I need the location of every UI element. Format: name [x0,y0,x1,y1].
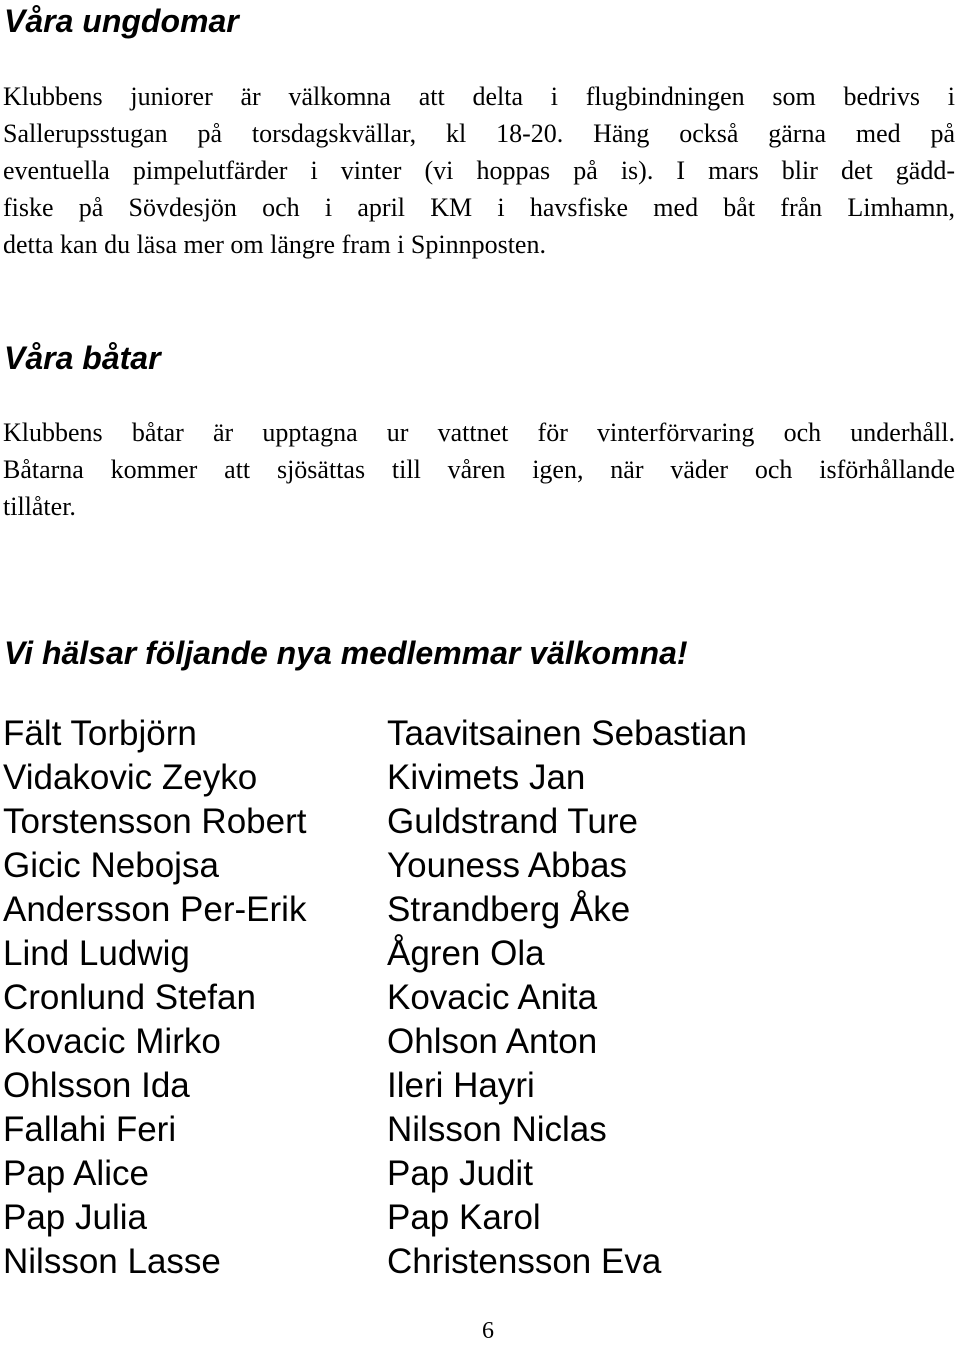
member-name: Gicic Nebojsa [3,846,219,885]
section-heading-new-members: Vi hälsar följande nya medlemmar välkomna! [4,635,688,671]
member-name: Taavitsainen Sebastian [387,714,747,753]
member-name: Ågren Ola [387,934,545,973]
paragraph-line: detta kan du läsa mer om längre fram i Spinnposten. [3,230,546,259]
paragraph-line: Sallerupsstugan på torsdagskvällar, kl 18-20. Häng också gärna med på [3,119,955,148]
member-name: Guldstrand Ture [387,802,638,841]
member-name: Strandberg Åke [387,890,631,929]
member-name: Vidakovic Zeyko [3,758,258,797]
section-heading-boats: Våra båtar [4,340,161,376]
member-name: Pap Judit [387,1154,533,1193]
member-name: Fält Torbjörn [3,714,197,753]
member-name: Ohlson Anton [387,1022,598,1061]
member-name: Kovacic Anita [387,978,598,1017]
boats-paragraph [3,414,955,525]
member-name: Torstensson Robert [3,802,307,841]
paragraph-line: Klubbens juniorer är välkomna att delta i flugbindningen som bedrivs i [3,82,955,111]
page-number: 6 [482,1318,494,1344]
member-name: Youness Abbas [387,846,628,885]
member-name: Ileri Hayri [387,1066,535,1105]
member-name: Andersson Per-Erik [3,890,307,929]
member-name: Ohlsson Ida [3,1066,190,1105]
member-list-right [387,712,747,1284]
member-name: Pap Karol [387,1198,541,1237]
paragraph-line: Båtarna kommer att sjösättas till våren igen, när väder och isförhållande [3,455,955,484]
paragraph-line: tillåter. [3,492,76,521]
member-list-left [3,712,306,1284]
member-name: Kivimets Jan [387,758,586,797]
member-name: Nilsson Lasse [3,1242,221,1281]
member-name: Pap Julia [3,1198,147,1237]
member-name: Fallahi Feri [3,1110,177,1149]
member-name: Lind Ludwig [3,934,190,973]
section-heading-youth: Våra ungdomar [4,3,239,39]
member-name: Kovacic Mirko [3,1022,221,1061]
member-name: Nilsson Niclas [387,1110,607,1149]
youth-paragraph [3,78,955,263]
paragraph-line: eventuella pimpelutfärder i vinter (vi hoppas på is). I mars blir det gädd- [3,156,955,185]
member-name: Christensson Eva [387,1242,662,1281]
member-name: Pap Alice [3,1154,149,1193]
member-name: Cronlund Stefan [3,978,256,1017]
paragraph-line: fiske på Sövdesjön och i april KM i havsfiske med båt från Limhamn, [3,193,955,222]
paragraph-line: Klubbens båtar är upptagna ur vattnet för vinterförvaring och underhåll. [3,418,955,447]
